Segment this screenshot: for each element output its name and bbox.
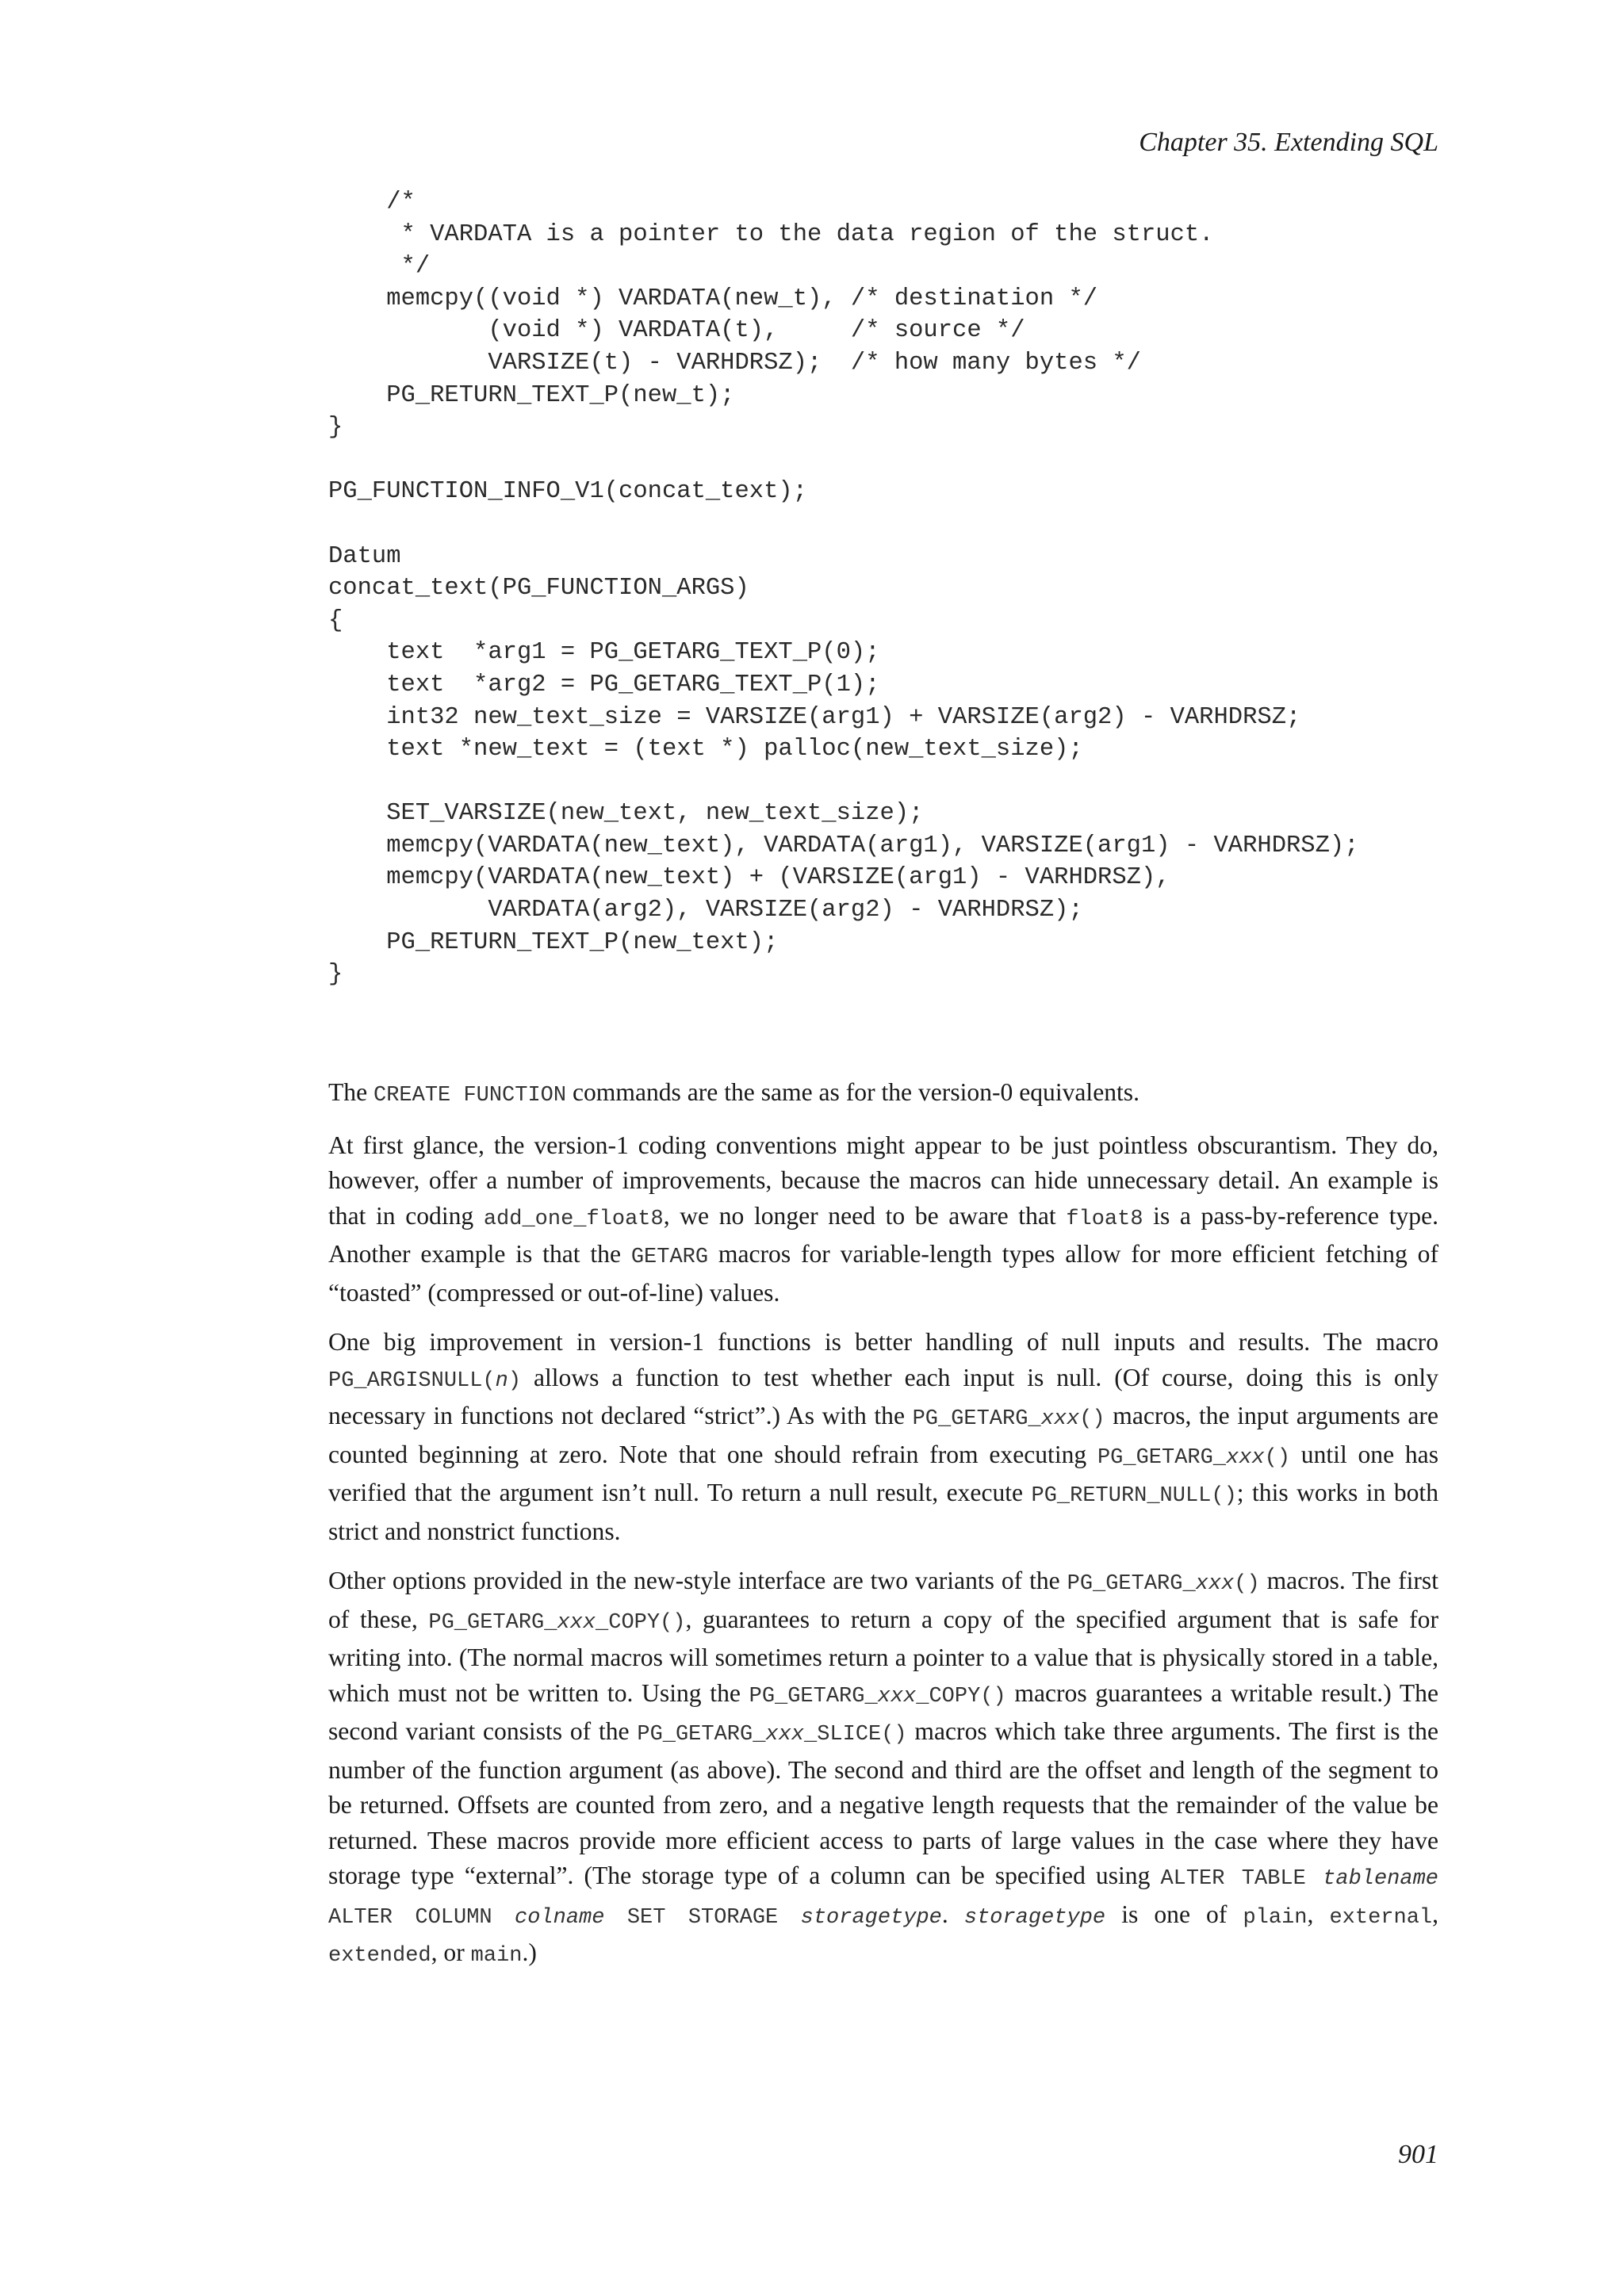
text-run: macros guarantees a writable result.) The second variant consists of the: [328, 1678, 1438, 1745]
text-run: allows a function to test whether each input is null. (Of course, doing this is only necessary in functions not declared “strict”.) As with the: [328, 1363, 1438, 1429]
text-run: One big improvement in version-1 functions is better handling of null inputs and results. The macro: [328, 1328, 1438, 1356]
inline-code: PG_GETARG_: [912, 1407, 1041, 1431]
code-line: Datum: [328, 542, 401, 570]
code-line: int32 new_text_size = VARSIZE(arg1) + VARSIZE(arg2) - VARHDRSZ;: [328, 703, 1301, 731]
code-line: */: [328, 253, 431, 281]
inline-code: PG_GETARG_: [1067, 1572, 1196, 1596]
code-line: [328, 508, 1359, 541]
text-run: macros which take three arguments. The first is the number of the function argument (as above). The second and third are the offset and length of the segment to be returned. Offsets are counted from zero, and a negative length requests that the remainder of the value be returned. These macros provide more efficient access to parts of large values in the case where they have storage type “external”. (The storage type of a column can be specified using: [328, 1717, 1438, 1889]
inline-code: PG_GETARG_: [428, 1610, 557, 1635]
body-paragraph: [328, 1128, 1438, 1311]
text-run: is a pass-by-reference type. Another example is that the: [328, 1201, 1438, 1268]
text-run: ,: [1307, 1900, 1330, 1928]
inline-code: n: [495, 1368, 508, 1393]
inline-code: xxx: [877, 1684, 917, 1709]
body-paragraph: [328, 1075, 1438, 1114]
inline-code: tablename: [1323, 1867, 1438, 1891]
code-line: * VARDATA is a pointer to the data region of the struct.: [328, 220, 1214, 248]
page-number: 901: [1398, 2140, 1438, 2169]
text-run: ; this works in both strict and nonstrict functions.: [328, 1479, 1438, 1545]
inline-code: _COPY(): [596, 1610, 686, 1635]
text-run: , or: [431, 1938, 471, 1966]
text-run: At first glance, the version-1 coding conventions might appear to be just pointless obscurantism. They do, however, offer a number of improvements, because the macros can hide unnecessary detail. An example is that in coding: [328, 1131, 1438, 1230]
code-line: {: [328, 607, 343, 634]
code-line: text *arg2 = PG_GETARG_TEXT_P(1);: [328, 671, 880, 698]
inline-code: storagetype: [800, 1905, 942, 1930]
inline-code: (): [1264, 1445, 1291, 1470]
inline-code: CREATE FUNCTION: [373, 1084, 567, 1108]
code-line: }: [328, 414, 343, 442]
code-line: memcpy(VARDATA(new_text), VARDATA(arg1), VARSIZE(arg1) - VARHDRSZ);: [328, 832, 1359, 859]
inline-code: extended: [328, 1944, 431, 1968]
inline-code: plain: [1243, 1905, 1308, 1930]
text-run: commands are the same as for the version-0 equivalents.: [566, 1078, 1139, 1106]
code-line: concat_text(PG_FUNCTION_ARGS): [328, 575, 749, 603]
inline-code: xxx: [557, 1610, 596, 1635]
inline-code: PG_RETURN_NULL(): [1031, 1484, 1237, 1508]
code-line: [328, 766, 1359, 798]
body-text: [328, 1075, 1438, 1988]
inline-code: PG_GETARG_: [1097, 1445, 1227, 1470]
code-line: }: [328, 961, 343, 989]
running-head: Chapter 35. Extending SQL: [1139, 128, 1438, 157]
code-line: VARSIZE(t) - VARHDRSZ); /* how many bytes */: [328, 349, 1141, 377]
code-line: (void *) VARDATA(t), /* source */: [328, 317, 1025, 345]
text-run: until one has verified that the argument isn’t null. To return a null result, execute: [328, 1440, 1438, 1506]
inline-code: xxx: [1226, 1445, 1265, 1470]
inline-code: (): [1234, 1572, 1260, 1596]
code-line: /*: [328, 189, 416, 216]
code-listing: [328, 186, 1359, 991]
code-line: text *arg1 = PG_GETARG_TEXT_P(0);: [328, 639, 880, 667]
code-line: memcpy((void *) VARDATA(new_t), /* destination */: [328, 285, 1098, 312]
inline-code: PG_GETARG_: [749, 1684, 878, 1709]
inline-code: colname: [515, 1905, 605, 1930]
text-run: macros. The first of these,: [328, 1567, 1438, 1633]
inline-code: _COPY(): [916, 1684, 1006, 1709]
inline-code: add_one_float8: [483, 1207, 664, 1231]
text-run: , guarantees to return a copy of the specified argument that is safe for writing into. (The normal macros will sometimes return a pointer to a value that is physically stored in a table, which must not be written to. Using the: [328, 1605, 1438, 1707]
inline-code: ALTER TABLE: [1160, 1867, 1323, 1891]
code-line: [328, 444, 1359, 476]
inline-code: external: [1329, 1905, 1433, 1930]
text-run: The: [328, 1078, 374, 1106]
code-line: PG_FUNCTION_INFO_V1(concat_text);: [328, 478, 807, 506]
text-run: macros, the input arguments are counted beginning at zero. Note that one should refrain from executing: [328, 1402, 1438, 1468]
text-run: .): [522, 1938, 537, 1966]
inline-code: xxx: [765, 1723, 805, 1747]
text-run: macros for variable-length types allow for more efficient fetching of “toasted” (compressed or out-of-line) values.: [328, 1240, 1438, 1307]
inline-code: (): [1079, 1407, 1105, 1431]
inline-code: GETARG: [630, 1246, 709, 1269]
inline-code: xxx: [1040, 1407, 1080, 1431]
code-line: text *new_text = (text *) palloc(new_text_size);: [328, 736, 1083, 763]
code-line: SET_VARSIZE(new_text, new_text_size);: [328, 800, 924, 828]
text-run: .: [941, 1900, 964, 1928]
inline-code: PG_ARGISNULL(: [328, 1368, 496, 1393]
inline-code: xxx: [1195, 1572, 1235, 1596]
inline-code: storagetype: [963, 1905, 1106, 1930]
inline-code: SET STORAGE: [604, 1905, 801, 1930]
code-line: memcpy(VARDATA(new_text) + (VARSIZE(arg1) - VARHDRSZ),: [328, 864, 1170, 892]
text-run: , we no longer need to be aware that: [663, 1201, 1067, 1230]
inline-code: ALTER COLUMN: [328, 1905, 515, 1930]
inline-code: PG_GETARG_: [637, 1723, 766, 1747]
code-line: PG_RETURN_TEXT_P(new_t);: [328, 381, 735, 409]
text-run: ,: [1432, 1900, 1439, 1928]
code-line: PG_RETURN_TEXT_P(new_text);: [328, 928, 779, 956]
body-paragraph: [328, 1563, 1438, 1974]
text-run: is one of: [1105, 1900, 1243, 1928]
inline-code: _SLICE(): [804, 1723, 907, 1747]
inline-code: ): [508, 1368, 522, 1393]
inline-code: main: [470, 1944, 523, 1968]
text-run: Other options provided in the new-style interface are two variants of the: [328, 1567, 1067, 1594]
code-line: VARDATA(arg2), VARSIZE(arg2) - VARHDRSZ);: [328, 897, 1083, 924]
inline-code: float8: [1066, 1207, 1143, 1231]
body-paragraph: [328, 1325, 1438, 1549]
